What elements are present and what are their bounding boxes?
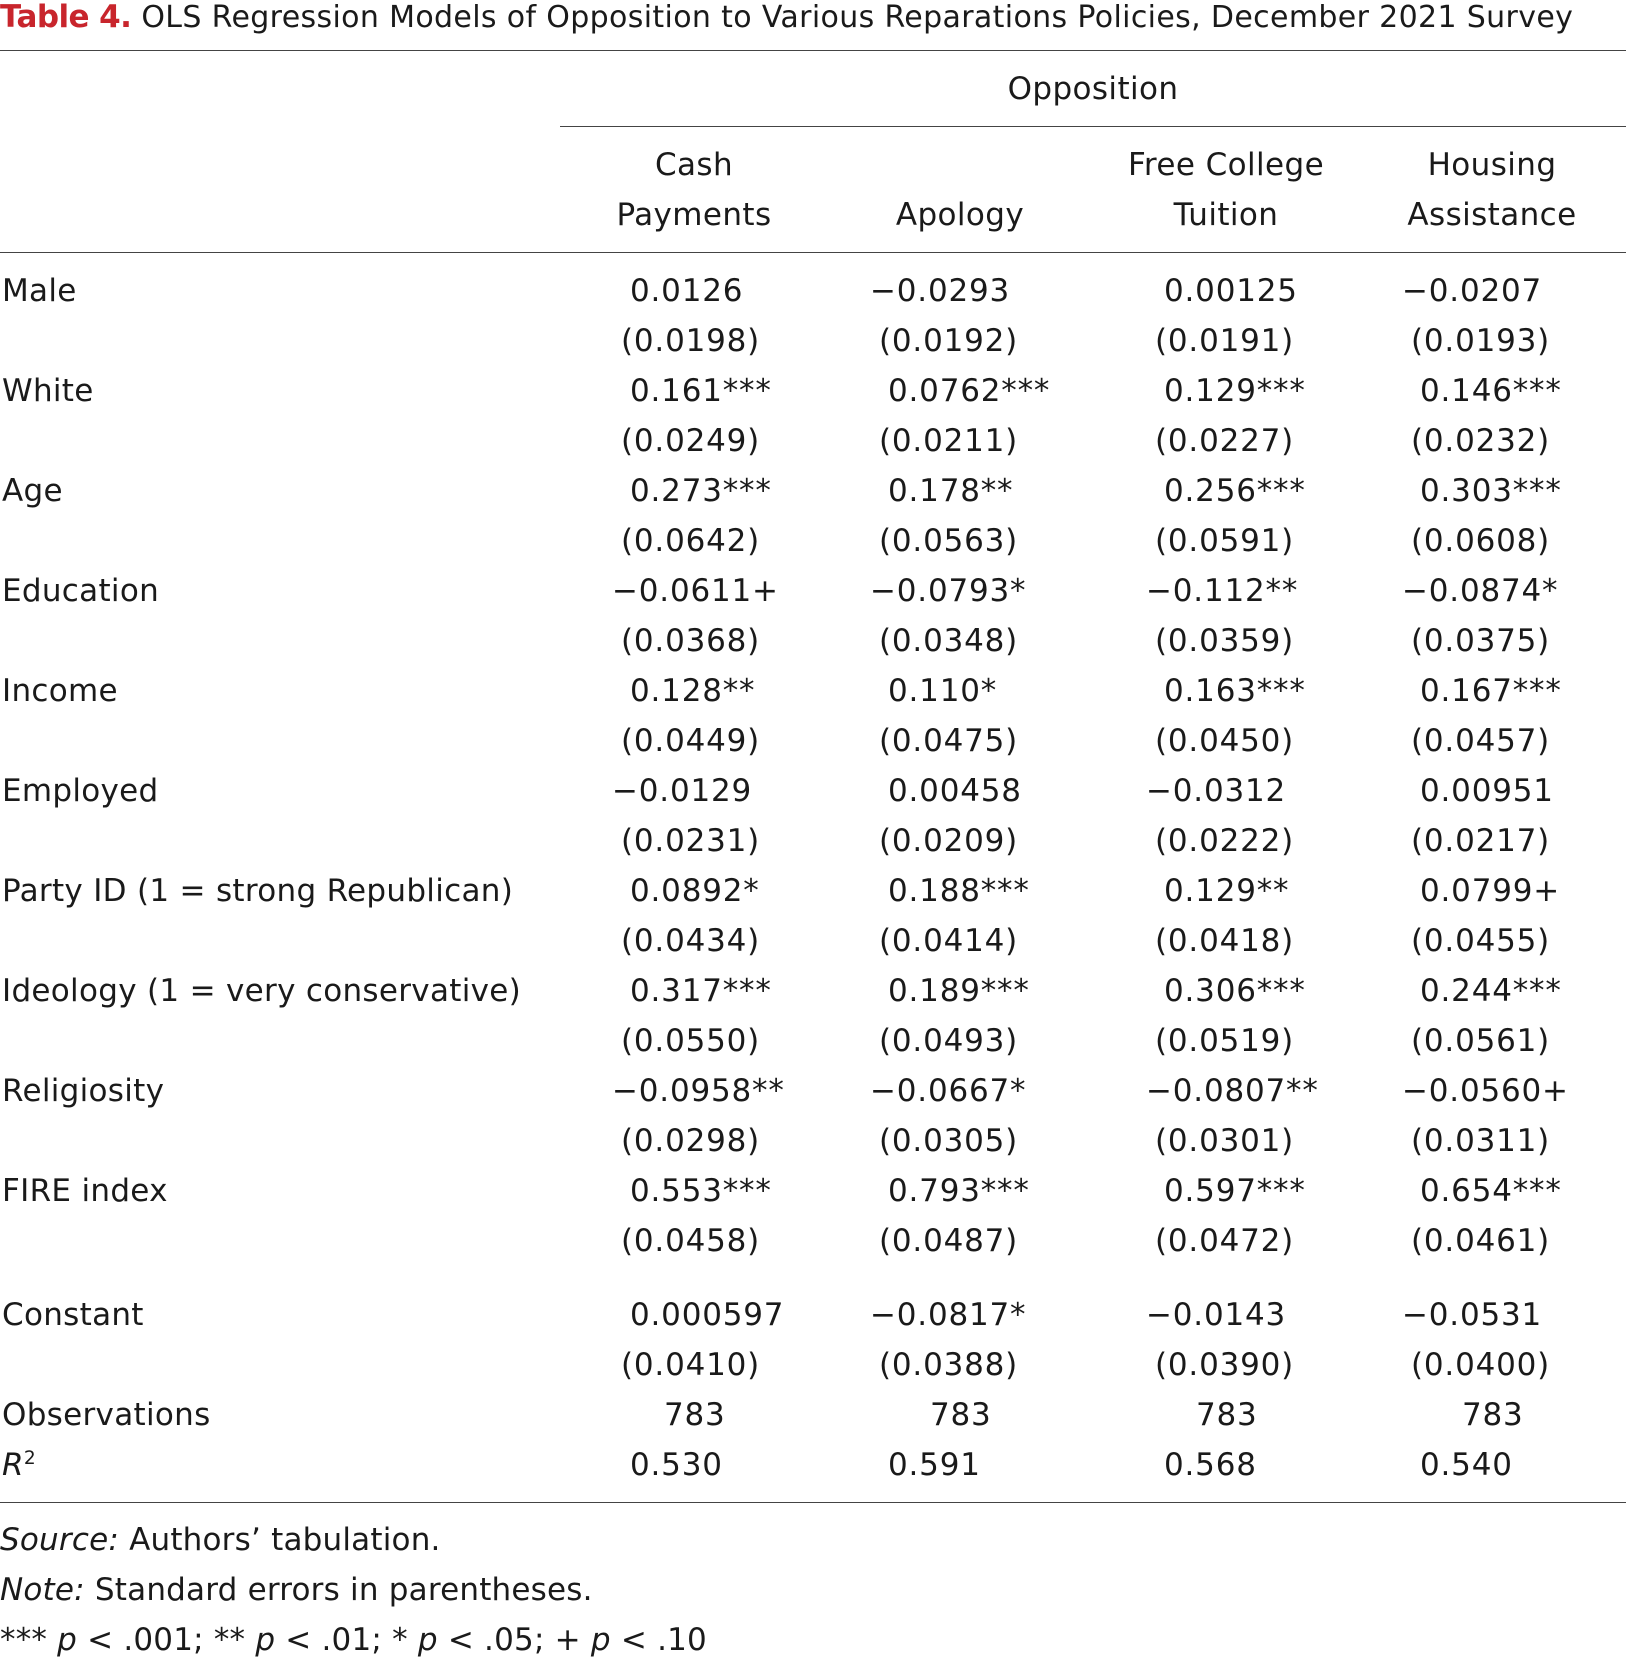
row-label: Religiosity (2, 1073, 165, 1109)
coefficient-cell: 0.306*** (1164, 973, 1306, 1009)
coefficient-cell: 0.110* (888, 673, 998, 709)
p-symbol: p (255, 1622, 276, 1658)
coefficient-cell: −0.0143 (1146, 1297, 1287, 1333)
coefficient-cell: −0.0293 (870, 273, 1011, 309)
coefficient-cell: 0.188*** (888, 873, 1030, 909)
coefficient-cell: −0.0667* (870, 1073, 1027, 1109)
standard-error-cell: (0.0450) (1155, 723, 1295, 759)
standard-error-cell: (0.0550) (621, 1023, 761, 1059)
standard-error-cell: (0.0231) (621, 823, 761, 859)
standard-error-cell: (0.0305) (879, 1123, 1019, 1159)
bottom-rule (0, 1502, 1626, 1503)
standard-error-cell: (0.0368) (621, 623, 761, 659)
sig-stars: *** (0, 1622, 58, 1658)
sig-stars: * (392, 1622, 418, 1658)
row-label: Employed (2, 773, 159, 809)
top-rule (0, 50, 1626, 51)
standard-error-cell: (0.0561) (1411, 1023, 1551, 1059)
standard-error-cell: (0.0608) (1411, 523, 1551, 559)
p-symbol: p (57, 1622, 78, 1658)
standard-error-cell: (0.0472) (1155, 1223, 1295, 1259)
r-symbol: R (2, 1447, 24, 1483)
standard-error-cell: (0.0193) (1411, 323, 1551, 359)
coefficient-cell: −0.0958** (612, 1073, 785, 1109)
coefficient-cell: 0.00125 (1164, 273, 1298, 309)
standard-error-cell: (0.0449) (621, 723, 761, 759)
column-header-line1: Cash (654, 147, 734, 183)
column-header-line1: Free College (1127, 147, 1325, 183)
coefficient-cell: 0.273*** (630, 473, 772, 509)
standard-error-cell: (0.0359) (1155, 623, 1295, 659)
coefficient-cell: 0.00951 (1420, 773, 1554, 809)
standard-error-note (0, 1570, 593, 1610)
coefficient-cell: −0.0793* (870, 573, 1027, 609)
coefficient-cell: 0.0126 (630, 273, 744, 309)
source-note (0, 1520, 441, 1560)
r-squared-cell: 0.540 (1420, 1447, 1513, 1483)
standard-error-cell: (0.0192) (879, 323, 1019, 359)
coefficient-cell: −0.0312 (1146, 773, 1287, 809)
sig-threshold: < .05; (437, 1622, 555, 1658)
table-number: Table 4. (0, 0, 132, 35)
coefficient-cell: 0.129*** (1164, 373, 1306, 409)
column-header-line2: Tuition (1173, 197, 1279, 233)
coefficient-cell: −0.0560+ (1402, 1073, 1569, 1109)
standard-error-cell: (0.0209) (879, 823, 1019, 859)
standard-error-cell: (0.0311) (1411, 1123, 1551, 1159)
p-symbol: p (417, 1622, 438, 1658)
coefficient-cell: 0.163*** (1164, 673, 1306, 709)
standard-error-cell: (0.0410) (621, 1347, 761, 1383)
sig-stars: ** (213, 1622, 256, 1658)
coefficient-cell: 0.161*** (630, 373, 772, 409)
sig-stars: + (554, 1622, 591, 1658)
r-squared-label (2, 1445, 36, 1485)
row-label: White (2, 373, 94, 409)
standard-error-cell: (0.0591) (1155, 523, 1295, 559)
standard-error-cell: (0.0642) (621, 523, 761, 559)
r-squared-cell: 0.568 (1164, 1447, 1257, 1483)
standard-error-cell: (0.0301) (1155, 1123, 1295, 1159)
standard-error-cell: (0.0475) (879, 723, 1019, 759)
standard-error-cell: (0.0217) (1411, 823, 1551, 859)
coefficient-cell: 0.597*** (1164, 1173, 1306, 1209)
row-label: Male (2, 273, 77, 309)
standard-error-cell: (0.0191) (1155, 323, 1295, 359)
coefficient-cell: −0.112** (1146, 573, 1299, 609)
coefficient-cell: −0.0611+ (612, 573, 779, 609)
significance-note (0, 1620, 707, 1660)
column-header-line1: Housing (1427, 147, 1557, 183)
coefficient-cell: 0.000597 (630, 1297, 785, 1333)
standard-error-cell: (0.0455) (1411, 923, 1551, 959)
observations-cell: 783 (664, 1397, 726, 1433)
standard-error-cell: (0.0461) (1411, 1223, 1551, 1259)
row-label: Party ID (1 = strong Republican) (2, 873, 514, 909)
coefficient-cell: 0.244*** (1420, 973, 1562, 1009)
standard-error-cell: (0.0487) (879, 1223, 1019, 1259)
group-header: Opposition (1007, 71, 1179, 107)
row-label: Ideology (1 = very conservative) (2, 973, 522, 1009)
coefficient-cell: 0.0892* (630, 873, 760, 909)
standard-error-cell: (0.0298) (621, 1123, 761, 1159)
coefficient-cell: 0.00458 (888, 773, 1022, 809)
row-label: Education (2, 573, 160, 609)
standard-error-cell: (0.0434) (621, 923, 761, 959)
sig-threshold: < .10 (610, 1622, 707, 1658)
coefficient-cell: 0.256*** (1164, 473, 1306, 509)
table-caption (0, 0, 1626, 35)
source-label: Source: (0, 1522, 119, 1558)
table-title: OLS Regression Models of Opposition to Various Reparations Policies, December 2021 Survey (141, 0, 1574, 35)
coefficient-cell: −0.0817* (870, 1297, 1027, 1333)
column-header-line2: Apology (895, 197, 1025, 233)
row-label: Age (2, 473, 63, 509)
standard-error-cell: (0.0348) (879, 623, 1019, 659)
group-rule (560, 126, 1626, 127)
standard-error-cell: (0.0388) (879, 1347, 1019, 1383)
standard-error-cell: (0.0457) (1411, 723, 1551, 759)
r-squared-cell: 0.591 (888, 1447, 981, 1483)
standard-error-cell: (0.0232) (1411, 423, 1551, 459)
coefficient-cell: 0.128** (630, 673, 756, 709)
coefficient-cell: −0.0531 (1402, 1297, 1543, 1333)
standard-error-cell: (0.0519) (1155, 1023, 1295, 1059)
coefficient-cell: 0.0799+ (1420, 873, 1561, 909)
standard-error-cell: (0.0249) (621, 423, 761, 459)
coefficient-cell: −0.0129 (612, 773, 753, 809)
header-rule (0, 252, 1626, 253)
source-text: Authors’ tabulation. (129, 1522, 441, 1558)
coefficient-cell: 0.654*** (1420, 1173, 1562, 1209)
observations-label: Observations (2, 1397, 211, 1433)
coefficient-cell: 0.793*** (888, 1173, 1030, 1209)
row-label: Income (2, 673, 118, 709)
coefficient-cell: 0.317*** (630, 973, 772, 1009)
r-squared-cell: 0.530 (630, 1447, 723, 1483)
standard-error-cell: (0.0563) (879, 523, 1019, 559)
standard-error-cell: (0.0375) (1411, 623, 1551, 659)
standard-error-cell: (0.0390) (1155, 1347, 1295, 1383)
sig-threshold: < .001; (77, 1622, 214, 1658)
coefficient-cell: −0.0207 (1402, 273, 1543, 309)
observations-cell: 783 (930, 1397, 992, 1433)
coefficient-cell: 0.167*** (1420, 673, 1562, 709)
standard-error-cell: (0.0493) (879, 1023, 1019, 1059)
note-label: Note: (0, 1572, 85, 1608)
coefficient-cell: 0.129** (1164, 873, 1290, 909)
sig-threshold: < .01; (275, 1622, 393, 1658)
coefficient-cell: 0.553*** (630, 1173, 772, 1209)
note-text: Standard errors in parentheses. (94, 1572, 593, 1608)
coefficient-cell: 0.189*** (888, 973, 1030, 1009)
r-superscript: 2 (23, 1447, 36, 1469)
row-label: FIRE index (2, 1173, 168, 1209)
standard-error-cell: (0.0227) (1155, 423, 1295, 459)
standard-error-cell: (0.0400) (1411, 1347, 1551, 1383)
coefficient-cell: 0.0762*** (888, 373, 1051, 409)
coefficient-cell: −0.0807** (1146, 1073, 1319, 1109)
coefficient-cell: 0.303*** (1420, 473, 1562, 509)
standard-error-cell: (0.0198) (621, 323, 761, 359)
coefficient-cell: 0.146*** (1420, 373, 1562, 409)
column-header-line2: Payments (616, 197, 772, 233)
observations-cell: 783 (1462, 1397, 1524, 1433)
coefficient-cell: 0.178** (888, 473, 1014, 509)
standard-error-cell: (0.0222) (1155, 823, 1295, 859)
standard-error-cell: (0.0458) (621, 1223, 761, 1259)
observations-cell: 783 (1196, 1397, 1258, 1433)
standard-error-cell: (0.0211) (879, 423, 1019, 459)
coefficient-cell: −0.0874* (1402, 573, 1559, 609)
row-label: Constant (2, 1297, 144, 1333)
column-header-line2: Assistance (1407, 197, 1577, 233)
standard-error-cell: (0.0418) (1155, 923, 1295, 959)
p-symbol: p (590, 1622, 611, 1658)
standard-error-cell: (0.0414) (879, 923, 1019, 959)
